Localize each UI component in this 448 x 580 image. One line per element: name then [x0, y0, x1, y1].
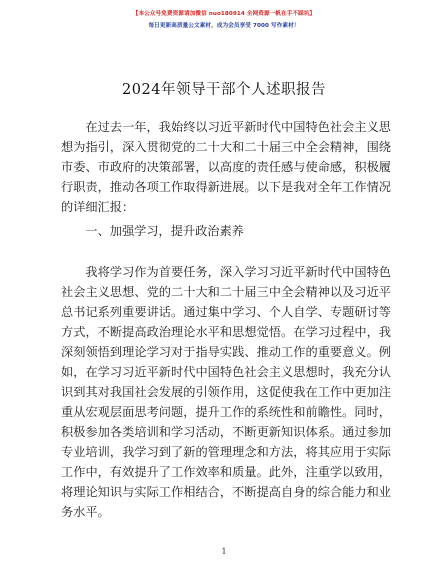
- section-paragraph-block: [61, 262, 391, 522]
- page-number: 1: [221, 547, 227, 556]
- document-title: 2024年领导干部个人述职报告: [122, 82, 326, 98]
- promo-banner: [0, 8, 448, 32]
- intro-paragraph-block: [61, 117, 391, 217]
- intro-paragraph: 在过去一年，我始终以习近平新时代中国特色社会主义思想为指引，深入贯彻党的二十大和二十届三中全会精神，围绕市委、市政府的决策部署，以高度的责任感与使命感，积极履行职责，推动各项工作取得新进展。以下是我对全年工作情况的详细汇报：: [61, 120, 391, 214]
- section-heading-block: [61, 221, 391, 241]
- section-heading: 一、加强学习，提升政治素养: [85, 224, 244, 238]
- promo-banner-line-2: 每日更新高质量公文素材，成为会员享受 7000 写作素材！: [148, 23, 300, 29]
- section-paragraph: 我将学习作为首要任务，深入学习习近平新时代中国特色社会主义思想、党的二十大和二十届三中全会精神以及习近平总书记系列重要讲话。通过集中学习、个人自学、专题研讨等方式，不断提高政治理论水平和思想觉悟。在学习过程中，我深刻领悟到理论学习对于指导实践、推动工作的重要意义。例如，在学习习近平新时代中国特色社会主义思想时，我充分认识到其对我国社会发展的引领作用，这促使我在工作中更加注重从宏观层面思考问题，提升工作的系统性和前瞻性。同时，积极参加各类培训和学习活动，不断更新知识体系。通过参加专业培训，我学习到了新的管理理念和方法，将其应用于实际工作中，有效提升了工作效率和质量。此外，注重学以致用，将理论知识与实际工作相结合，不断提高自身的综合能力和业务水平。: [61, 265, 391, 519]
- promo-banner-line-1: 【本公众号免费资源请加微信 nuo180914 全网资源一帆在手不踩坑】: [132, 11, 316, 17]
